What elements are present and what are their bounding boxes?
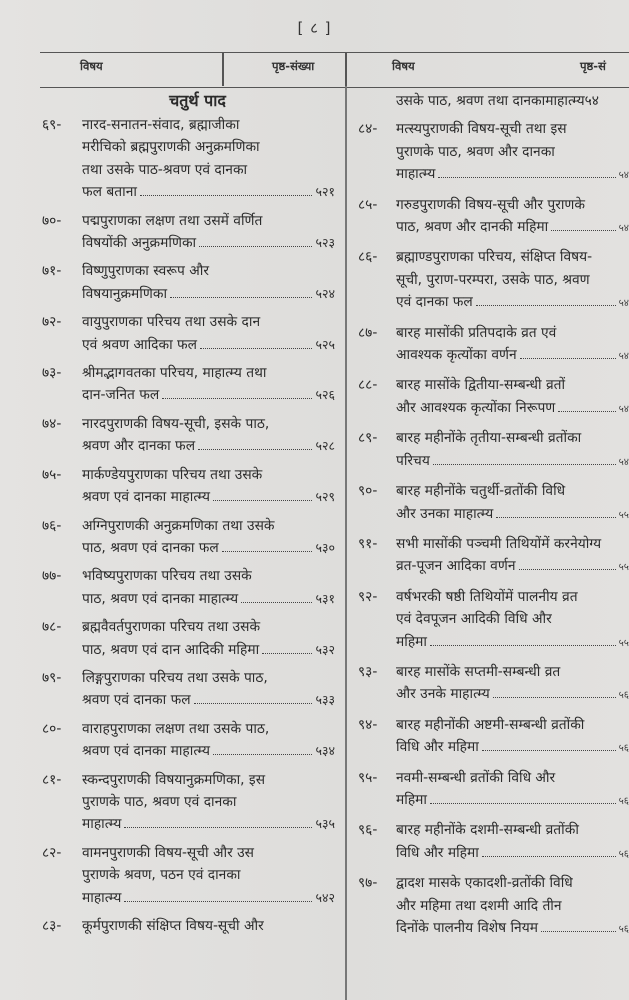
entry-text-line: ब्रह्मवैवर्तपुराणका परिचय तथा उसके (82, 619, 261, 636)
entry-number: ८५- (358, 196, 378, 213)
toc-entry[interactable] (40, 667, 335, 712)
entry-last-line (82, 639, 335, 661)
toc-entry[interactable] (356, 322, 629, 369)
dot-leader (124, 827, 312, 828)
entry-text-line: उसके पाठ, श्रवण तथा दानका (396, 93, 546, 109)
entry-page-number: ५४ (618, 298, 629, 310)
entry-last-line (82, 813, 335, 835)
dot-leader (493, 697, 616, 698)
entry-number: ९७- (358, 875, 378, 892)
dot-leader (482, 856, 616, 857)
entry-text-line: सभी मासोंकी पञ्चमी तिथियोंमें करनेयोग्य (396, 535, 602, 552)
dot-leader (140, 195, 313, 196)
entry-text-line: बारह महीनोंके चतुर्थी-व्रतोंकी विधि (396, 483, 566, 500)
right-column (356, 90, 629, 947)
toc-entry[interactable] (356, 480, 629, 527)
toc-entry[interactable] (356, 118, 629, 187)
entry-text-line: आवश्यक कृत्योंका वर्णन (396, 347, 517, 364)
entry-page-number: ५३३ (315, 692, 335, 708)
page-number: [ ८ ] (297, 19, 332, 37)
entry-text-line: अग्निपुराणकी अनुक्रमणिका तथा उसके (82, 517, 275, 534)
toc-entry[interactable] (40, 362, 335, 407)
entry-text-line: भविष्यपुराणका परिचय तथा उसके (82, 568, 252, 585)
entry-page-number: ५४ (584, 93, 599, 109)
entry-number: ८६- (358, 249, 378, 266)
entry-page-number: ५३४ (315, 743, 335, 759)
toc-entry[interactable] (356, 246, 629, 315)
entry-text-line: मार्कण्डेयपुराणका परिचय तथा उसके (82, 466, 263, 483)
dot-leader (430, 645, 616, 646)
entry-text-line: गरुडपुराणकी विषय-सूची और पुराणके (396, 196, 585, 213)
dot-leader (433, 464, 616, 465)
entry-page-number: ५२५ (315, 336, 335, 352)
dot-leader (496, 517, 615, 518)
entry-page-number: ५२४ (315, 285, 335, 301)
entry-text-line: बारह महीनोंकी अष्टमी-सम्बन्धी व्रतोंकी (396, 716, 585, 733)
left-column (40, 90, 335, 943)
entry-page-number: ५२१ (315, 184, 335, 200)
dot-leader (222, 551, 313, 552)
entry-last-line (82, 689, 335, 711)
entry-number: ८३- (42, 918, 62, 934)
entry-last-line (396, 397, 629, 421)
entry-last-line (82, 181, 335, 203)
dot-leader (124, 901, 312, 902)
entry-page-number: ५३० (315, 539, 335, 555)
entry-last-line (82, 232, 335, 254)
dot-leader (241, 602, 312, 603)
entry-page-number: ५६ (618, 743, 629, 755)
entry-text-line: वामनपुराणकी विषय-सूची और उस (82, 844, 255, 861)
entry-number: ८४- (358, 121, 378, 138)
entry-last-line (545, 93, 599, 109)
entry-text-line: मरीचिको ब्रह्मपुराणकी अनुक्रमणिका (82, 139, 260, 156)
entry-number: ७७- (42, 568, 62, 585)
entry-last-line (82, 334, 335, 356)
entry-page-number: ५२६ (315, 387, 335, 403)
toc-entry[interactable] (40, 769, 335, 836)
entry-text-line: पुराणके श्रवण, पठन एवं दानका (82, 867, 241, 884)
toc-entry[interactable] (40, 260, 335, 305)
entry-text-line: माहात्म्य (545, 93, 585, 109)
entry-page-number: ५६ (618, 690, 629, 702)
entry-text-line: पाठ, श्रवण और दानकी महिमा (396, 219, 549, 236)
toc-entry[interactable] (40, 114, 335, 204)
dot-leader (170, 297, 312, 298)
entry-number: ९६- (358, 822, 378, 839)
entry-text-line: परिचय (396, 452, 430, 469)
entry-number: ९४- (358, 716, 378, 733)
entry-text-line: श्रवण और दानका फल (82, 438, 196, 455)
entry-text-line: द्वादश मासके एकादशी-व्रतोंकी विधि (396, 875, 573, 892)
entry-page-number: ५३१ (315, 590, 335, 606)
entry-number: ८०- (42, 720, 62, 737)
entry-last-line (82, 283, 335, 305)
section-title: चतुर्थ पाद (169, 91, 226, 110)
toc-entry[interactable] (356, 194, 629, 241)
entry-page-number: ५५ (618, 509, 629, 521)
entry-text-line: और उनका माहात्म्य (396, 505, 494, 522)
entry-last-line (396, 344, 629, 368)
entry-text-line: एवं देवपूजन आदिकी विधि और (396, 611, 552, 628)
header-divider (222, 52, 224, 86)
entry-text-line: एवं दानका फल (396, 294, 473, 311)
dot-leader (198, 449, 312, 450)
entry-text-line: बारह महीनोंके तृतीया-सम्बन्धी व्रतोंका (396, 430, 582, 447)
entry-text-line: वायुपुराणका परिचय तथा उसके दान (82, 314, 261, 331)
entry-last-line (396, 683, 629, 707)
entry-text-line: महिमा (396, 633, 427, 650)
entry-text-line: एवं श्रवण आदिका फल (82, 336, 198, 353)
entry-number: ८१- (42, 771, 62, 788)
entry-text-line: और महिमा तथा दशमी आदि तीन (396, 897, 562, 914)
dot-leader (162, 398, 312, 399)
toc-entry[interactable] (356, 586, 629, 655)
dot-leader (482, 750, 616, 751)
entry-last-line (82, 887, 335, 909)
entry-text-line: माहात्म्य (82, 816, 122, 833)
entry-last-line (396, 736, 629, 760)
toc-entry[interactable] (40, 915, 335, 937)
entry-text-line: तथा उसके पाठ-श्रवण एवं दानका (82, 161, 248, 178)
entry-last-line (396, 291, 629, 315)
entry-number: ८८- (358, 377, 378, 394)
entry-number: ८७- (358, 324, 378, 341)
toc-entry[interactable] (356, 872, 629, 941)
dot-leader (519, 569, 616, 570)
dot-leader (476, 305, 616, 306)
dot-leader (213, 754, 313, 755)
dot-leader (558, 411, 615, 412)
entry-text-line: पुराणके पाठ, श्रवण और दानका (396, 143, 555, 160)
entry-last-line (82, 486, 335, 508)
entry-page-number: ५६ (618, 795, 629, 807)
entry-text-line: वर्षभरकी षष्ठी तिथियोंमें पालनीय व्रत (396, 588, 578, 605)
entry-text-line: श्रीमद्भागवतका परिचय, माहात्म्य तथा (82, 365, 267, 382)
continued-entry (356, 90, 629, 112)
entry-number: ७४- (42, 415, 62, 432)
entry-last-line (396, 555, 629, 579)
entry-page-number: ५४ (618, 170, 629, 182)
entry-last-line (396, 631, 629, 655)
entry-text-line: दान-जनित फल (82, 387, 160, 404)
entry-page-number: ५५ (618, 637, 629, 649)
toc-entry[interactable] (40, 842, 335, 909)
entry-text-line: और उनके माहात्म्य (396, 686, 490, 703)
toc-entry[interactable] (356, 767, 629, 814)
header-subject-left: विषय (80, 59, 103, 73)
entry-number: ७६- (42, 517, 62, 534)
entry-text-line: बारह मासोंके सप्तमी-सम्बन्धी व्रत (396, 663, 561, 680)
entry-number: ९५- (358, 769, 378, 786)
entry-text-line: नवमी-सम्बन्धी व्रतोंकी विधि और (396, 769, 556, 786)
dot-leader (200, 348, 312, 349)
entry-text-line: पाठ, श्रवण एवं दानका माहात्म्य (82, 590, 239, 607)
entry-text-line: नारद-सनातन-संवाद, ब्रह्माजीका (82, 117, 240, 133)
entry-text-line: श्रवण एवं दानका माहात्म्य (82, 489, 210, 506)
dot-leader (262, 653, 312, 654)
dot-leader (551, 230, 615, 231)
entry-page-number: ५४२ (315, 889, 335, 905)
entry-last-line (82, 537, 335, 559)
entry-text-line: श्रवण एवं दानका माहात्म्य (82, 743, 210, 760)
entry-text-line: और आवश्यक कृत्योंका निरूपण (396, 399, 556, 416)
toc-entry[interactable] (356, 714, 629, 761)
toc-entry[interactable] (40, 616, 335, 661)
entry-page-number: ५४ (618, 456, 629, 468)
dot-leader (520, 358, 616, 359)
entry-last-line (396, 163, 629, 187)
entry-text-line: महिमा (396, 791, 427, 808)
entry-last-line (82, 435, 335, 457)
header-divider (345, 52, 347, 86)
header-page-left: पृष्ठ-संख्या (272, 59, 315, 73)
entry-page-number: ५५ (618, 562, 629, 574)
entry-text-line: कूर्मपुराणकी संक्षिप्त विषय-सूची और (82, 918, 264, 934)
entry-text-line: पाठ, श्रवण एवं दान आदिकी महिमा (82, 641, 260, 658)
entry-last-line (396, 842, 629, 866)
entry-text-line: बारह मासोंके द्वितीया-सम्बन्धी व्रतों (396, 377, 566, 394)
entry-text-line: व्रत-पूजन आदिका वर्णन (396, 558, 516, 575)
entry-page-number: ५३२ (315, 641, 335, 657)
entry-number: ९२- (358, 588, 378, 605)
entry-last-line (396, 789, 629, 813)
entry-number: ७२- (42, 314, 62, 331)
toc-entry[interactable] (40, 515, 335, 560)
entry-text-line: नारदपुराणकी विषय-सूची, इसके पाठ, (82, 415, 270, 432)
toc-entry[interactable] (356, 427, 629, 474)
entry-text-line: बारह मासोंकी प्रतिपदाके व्रत एवं (396, 324, 557, 341)
entry-page-number: ५२९ (315, 489, 335, 505)
dot-leader (194, 703, 313, 704)
entry-text-line: पद्मपुराणका लक्षण तथा उसमें वर्णित (82, 212, 263, 229)
entry-number: ६९- (42, 117, 62, 133)
toc-entry[interactable] (356, 661, 629, 708)
toc-entry[interactable] (356, 374, 629, 421)
entry-text-line: पाठ, श्रवण एवं दानका फल (82, 539, 219, 556)
entry-text-line: मत्स्यपुराणकी विषय-सूची तथा इस (396, 121, 567, 138)
entry-text-line: विष्णुपुराणका स्वरूप और (82, 263, 209, 280)
column-divider (345, 86, 347, 1000)
header-page-right: पृष्ठ-सं (580, 59, 606, 73)
toc-entry[interactable] (40, 464, 335, 509)
toc-entry[interactable] (40, 210, 335, 255)
entry-text-line: लिङ्गपुराणका परिचय तथा उसके पाठ, (82, 669, 268, 686)
dot-leader (213, 500, 313, 501)
toc-entry[interactable] (40, 565, 335, 610)
entry-number: ८२- (42, 844, 62, 861)
entry-text-line: फल बताना (82, 184, 137, 201)
entry-page-number: ५६ (618, 848, 629, 860)
entry-last-line (82, 588, 335, 610)
entry-number: ७५- (42, 466, 62, 483)
entry-text-line: माहात्म्य (82, 889, 122, 906)
entry-number: ९१- (358, 535, 378, 552)
entry-page-number: ५४ (618, 351, 629, 363)
entry-text-line: बारह महीनोंके दशमी-सम्बन्धी व्रतोंकी (396, 822, 579, 839)
entry-text-line: श्रवण एवं दानका फल (82, 692, 191, 709)
header-subject-right: विषय (392, 59, 415, 73)
entry-number: ९३- (358, 663, 378, 680)
dot-leader (430, 803, 616, 804)
toc-entry[interactable] (40, 311, 335, 356)
entry-last-line (396, 917, 629, 941)
entry-last-line (82, 384, 335, 406)
entry-number: ८९- (358, 430, 378, 447)
dot-leader (199, 246, 312, 247)
entry-page-number: ५२८ (315, 438, 335, 454)
entry-text-line: पुराणके पाठ, श्रवण एवं दानका (82, 793, 237, 810)
entry-last-line (82, 740, 335, 762)
entry-text-line: माहात्म्य (396, 166, 436, 183)
entry-text-line: स्कन्दपुराणकी विषयानुक्रमणिका, इस (82, 771, 266, 788)
toc-entry[interactable] (40, 413, 335, 458)
entry-page-number: ५४ (618, 403, 629, 415)
entry-page-number: ५३५ (315, 816, 335, 832)
entry-number: ७८- (42, 619, 62, 636)
entry-number: ७३- (42, 365, 62, 382)
entry-text-line: वाराहपुराणका लक्षण तथा उसके पाठ, (82, 720, 270, 737)
entry-text-line: विधि और महिमा (396, 844, 479, 861)
entry-text-line: विषयानुक्रमणिका (82, 285, 168, 302)
entry-page-number: ५६ (618, 924, 629, 935)
entry-text-line: ब्रह्माण्डपुराणका परिचय, संक्षिप्त विषय- (396, 249, 593, 266)
dot-leader (438, 177, 615, 178)
entry-text-line: दिनोंके पालनीय विशेष नियम (396, 920, 538, 936)
dot-leader (541, 931, 616, 932)
toc-entry[interactable] (356, 533, 629, 580)
entry-text-line: विषयोंकी अनुक्रमणिका (82, 235, 197, 252)
table-header (40, 52, 629, 88)
entry-page-number: ५४ (618, 223, 629, 235)
entry-number: ९०- (358, 483, 378, 500)
entry-text-line: सूची, पुराण-परम्परा, उसके पाठ, श्रवण (396, 271, 590, 288)
entry-last-line (396, 450, 629, 474)
entry-text-line: विधि और महिमा (396, 739, 479, 756)
toc-entry[interactable] (356, 819, 629, 866)
entry-number: ७९- (42, 669, 62, 686)
entry-number: ७१- (42, 263, 62, 280)
toc-entry[interactable] (40, 718, 335, 763)
entry-last-line (396, 216, 629, 240)
entry-page-number: ५२३ (315, 235, 335, 251)
entry-number: ७०- (42, 212, 62, 229)
entry-last-line (396, 503, 629, 527)
